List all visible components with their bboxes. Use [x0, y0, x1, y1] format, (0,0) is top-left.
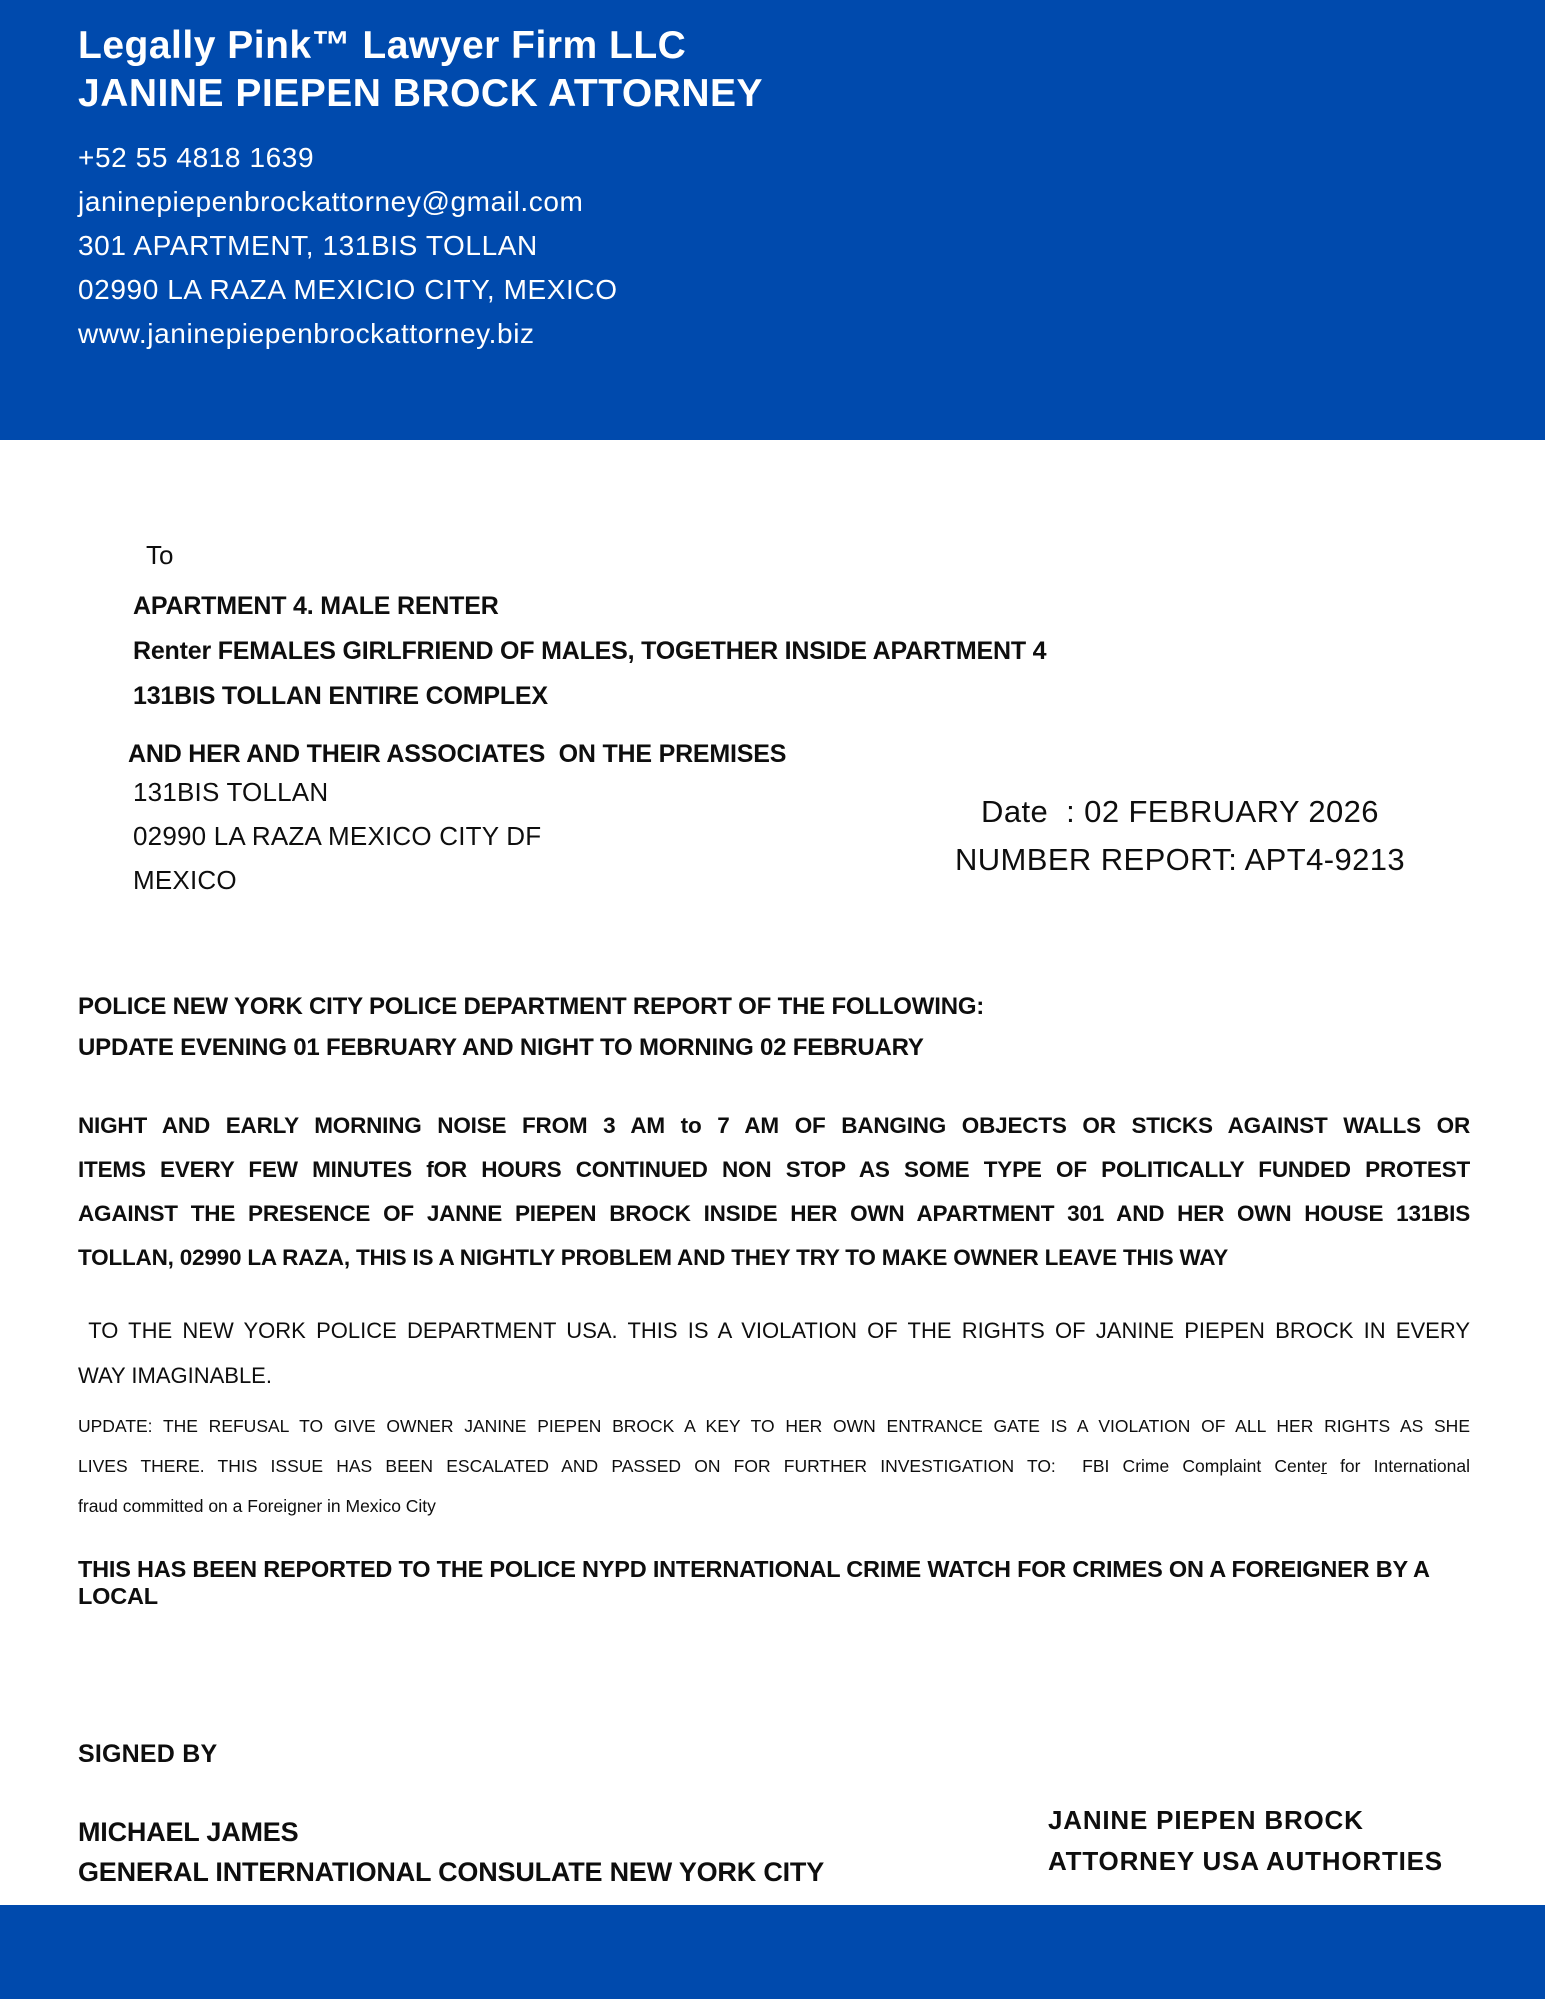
noise-paragraph-line: TOLLAN, 02990 LA RAZA, THIS IS A NIGHTLY PROBLEM AND THEY TRY TO MAKE OWNER LEAVE THIS WAY — [78, 1245, 1229, 1270]
letterhead-band — [0, 0, 1545, 440]
noise-paragraph-line: ITEMS EVERY FEW MINUTES fOR HOURS CONTINUED NON STOP AS SOME TYPE OF POLITICALLY FUNDED PROTEST — [78, 1157, 1470, 1182]
update-paragraph — [78, 1406, 1470, 1526]
recipient-address-line: 131BIS TOLLAN — [133, 777, 329, 807]
contact-list — [78, 136, 1505, 356]
phone-number: +52 55 4818 1639 — [78, 142, 315, 173]
city-address: 02990 LA RAZA MEXICIO CITY, MEXICO — [78, 274, 618, 305]
signer-title: GENERAL INTERNATIONAL CONSULATE NEW YORK CITY — [78, 1857, 825, 1887]
violation-paragraph — [78, 1308, 1470, 1398]
footer-band — [0, 1905, 1545, 1999]
report-heading-line: POLICE NEW YORK CITY POLICE DEPARTMENT REPORT OF THE FOLLOWING: — [78, 993, 985, 1020]
signer-name: JANINE PIEPEN BROCK — [1048, 1805, 1364, 1835]
update-paragraph-line — [78, 1446, 1470, 1486]
report-heading-line: UPDATE EVENING 01 FEBRUARY AND NIGHT TO MORNING 02 FEBRUARY — [78, 1034, 924, 1061]
violation-paragraph-line: TO THE NEW YORK POLICE DEPARTMENT USA. THIS IS A VIOLATION OF THE RIGHTS OF JANINE PIEPEN BROCK IN EVERY — [78, 1318, 1470, 1343]
firm-name: Legally Pink™ Lawyer Firm LLC — [78, 24, 687, 67]
signer-title: ATTORNEY USA AUTHORTIES — [1048, 1846, 1443, 1876]
recipient-block — [128, 584, 1047, 777]
update-paragraph-line: UPDATE: THE REFUSAL TO GIVE OWNER JANINE PIEPEN BROCK A KEY TO HER OWN ENTRANCE GATE IS A VIOLATION OF ALL HER RIGHTS AS SHE — [78, 1416, 1470, 1436]
to-label: To — [146, 540, 174, 570]
meta-block — [920, 788, 1440, 884]
recipient-address — [133, 770, 541, 902]
signer-name: MICHAEL JAMES — [78, 1817, 299, 1847]
update-line2-underlined: r — [1321, 1456, 1327, 1476]
report-body — [78, 986, 1470, 1610]
report-number-line: NUMBER REPORT: APT4-9213 — [954, 842, 1406, 877]
noise-paragraph-line: AGAINST THE PRESENCE OF JANNE PIEPEN BROCK INSIDE HER OWN APARTMENT 301 AND HER OWN HOUSE 131BIS — [78, 1201, 1470, 1226]
recipient-address-line: MEXICO — [133, 865, 237, 895]
signature-left — [78, 1812, 824, 1892]
recipient-line: 131BIS TOLLAN ENTIRE COMPLEX — [133, 682, 548, 710]
recipient-line: APARTMENT 4. MALE RENTER — [133, 592, 499, 620]
noise-paragraph — [78, 1104, 1470, 1280]
date-line: Date : 02 FEBRUARY 2026 — [981, 794, 1379, 829]
noise-paragraph-line: NIGHT AND EARLY MORNING NOISE FROM 3 AM to 7 AM OF BANGING OBJECTS OR STICKS AGAINST WALLS OR — [78, 1113, 1470, 1138]
update-line2-text: for International — [1326, 1456, 1470, 1476]
email-address: janinepiepenbrockattorney@gmail.com — [78, 186, 584, 217]
website-url: www.janinepiepenbrockattorney.biz — [78, 318, 535, 349]
signed-by-label: SIGNED BY — [78, 1740, 218, 1768]
update-line2-text: LIVES THERE. THIS ISSUE HAS BEEN ESCALATED AND PASSED ON FOR FURTHER INVESTIGATION TO: FBI Crime Complaint Cente — [78, 1456, 1322, 1476]
recipient-line: AND HER AND THEIR ASSOCIATES ON THE PREMISES — [128, 740, 787, 768]
signature-right — [1048, 1800, 1443, 1882]
update-paragraph-line: fraud committed on a Foreigner in Mexico City — [78, 1496, 436, 1516]
attorney-name: JANINE PIEPEN BROCK ATTORNEY — [78, 72, 764, 115]
street-address: 301 APARTMENT, 131BIS TOLLAN — [78, 230, 538, 261]
violation-paragraph-line: WAY IMAGINABLE. — [78, 1363, 272, 1388]
reported-line: THIS HAS BEEN REPORTED TO THE POLICE NYPD INTERNATIONAL CRIME WATCH FOR CRIMES ON A FOREIGNER BY A LOCAL — [78, 1556, 1429, 1609]
recipient-line: Renter FEMALES GIRLFRIEND OF MALES, TOGETHER INSIDE APARTMENT 4 — [133, 637, 1047, 665]
recipient-address-line: 02990 LA RAZA MEXICO CITY DF — [133, 821, 542, 851]
